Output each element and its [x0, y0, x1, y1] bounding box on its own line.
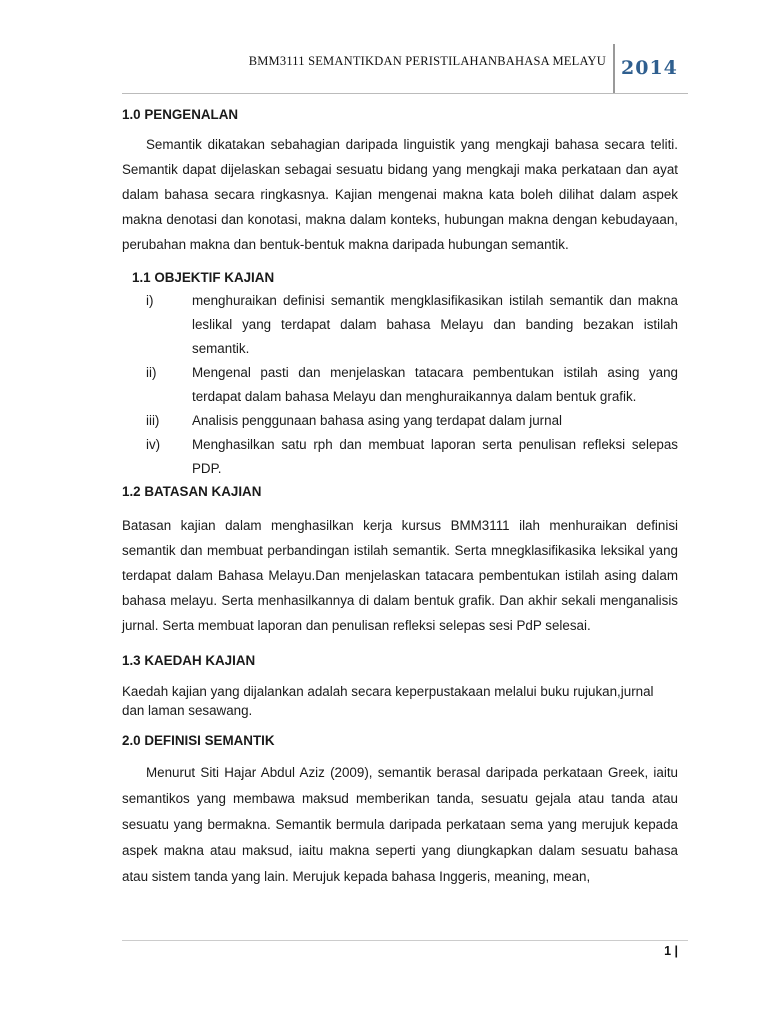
section-heading-method: 1.3 KAEDAH KAJIAN — [122, 653, 256, 668]
page-number: 1 | — [664, 944, 678, 958]
list-item-text: menghuraikan definisi semantik mengklasifikasikan istilah semantik dan makna leslikal yang terdapat dalam bahasa Melayu dan banding bezakan istilah semantik. — [192, 293, 678, 356]
section-heading-intro: 1.0 PENGENALAN — [122, 107, 239, 122]
list-item-number: ii) — [146, 365, 157, 380]
header-rule — [122, 93, 688, 94]
list-item — [122, 289, 678, 361]
list-item-number: iii) — [146, 413, 160, 428]
header-year: 2014 — [621, 57, 678, 79]
list-item-number: i) — [146, 293, 154, 308]
section-heading-definition: 2.0 DEFINISI SEMANTIK — [122, 733, 275, 748]
header-title: BMM3111 SEMANTIKDAN PERISTILAHANBAHASA MELAYU — [248, 54, 606, 68]
list-item — [122, 409, 678, 433]
section-heading-scope: 1.2 BATASAN KAJIAN — [122, 484, 262, 499]
definition-paragraph: Menurut Siti Hajar Abdul Aziz (2009), semantik berasal daripada perkataan Greek, iaitu semantikos yang membawa maksud memberikan tanda, sesuatu gejala atau tanda atau sesuatu yang bermakna. Semantik bermula daripada perkataan sema yang merujuk kepada aspek makna atau maksud, iaitu makna seperti yang diungkapkan dalam sesuatu bahasa atau sistem tanda yang lain. Merujuk kepada bahasa Inggeris, meaning, mean, — [122, 765, 678, 884]
footer-rule — [122, 940, 688, 941]
scope-paragraph: Batasan kajian dalam menghasilkan kerja kursus BMM3111 ilah menhuraikan definisi semantik dan membuat perbandingan istilah semantik. Serta mnegklasifikasika leksikal yang terdapat dalam Bahasa Melayu.Dan menjelaskan tatacara pembentukan istilah asing dalam bahasa melayu. Serta menhasilkannya di dalam bentuk grafik. Dan akhir sekali menganalisis jurnal. Serta membuat laporan dan penulisan refleksi selepas sesi PdP selesai. — [122, 518, 678, 633]
list-item-text: Analisis penggunaan bahasa asing yang terdapat dalam jurnal — [192, 413, 562, 428]
document-body — [122, 104, 678, 890]
section-heading-objectives: 1.1 OBJEKTIF KAJIAN — [132, 270, 275, 285]
intro-paragraph: Semantik dikatakan sebahagian daripada linguistik yang mengkaji bahasa secara teliti. Semantik dapat dijelaskan sebagai sesuatu bidang yang mengkaji maka perkataan dan ayat dalam bahasa secara ringkasnya. Kajian mengenai makna kata boleh dilihat dalam aspek makna denotasi dan konotasi, makna dalam konteks, hubungan makna dengan kebudayaan, perubahan makna dan bentuk-bentuk makna daripada hubungan semantik. — [122, 137, 678, 252]
header-divider — [613, 44, 615, 94]
objective-list — [122, 289, 678, 481]
list-item-text: Mengenal pasti dan menjelaskan tatacara pembentukan istilah asing yang terdapat dalam bahasa Melayu dan menghuraikannya dalam bentuk grafik. — [192, 365, 678, 404]
list-item — [122, 433, 678, 481]
method-paragraph: Kaedah kajian yang dijalankan adalah secara keperpustakaan melalui buku rujukan,jurnal dan laman sesawang. — [122, 684, 654, 718]
list-item — [122, 361, 678, 409]
list-item-text: Menghasilkan satu rph dan membuat laporan serta penulisan refleksi selepas PDP. — [192, 437, 678, 476]
list-item-number: iv) — [146, 437, 161, 452]
